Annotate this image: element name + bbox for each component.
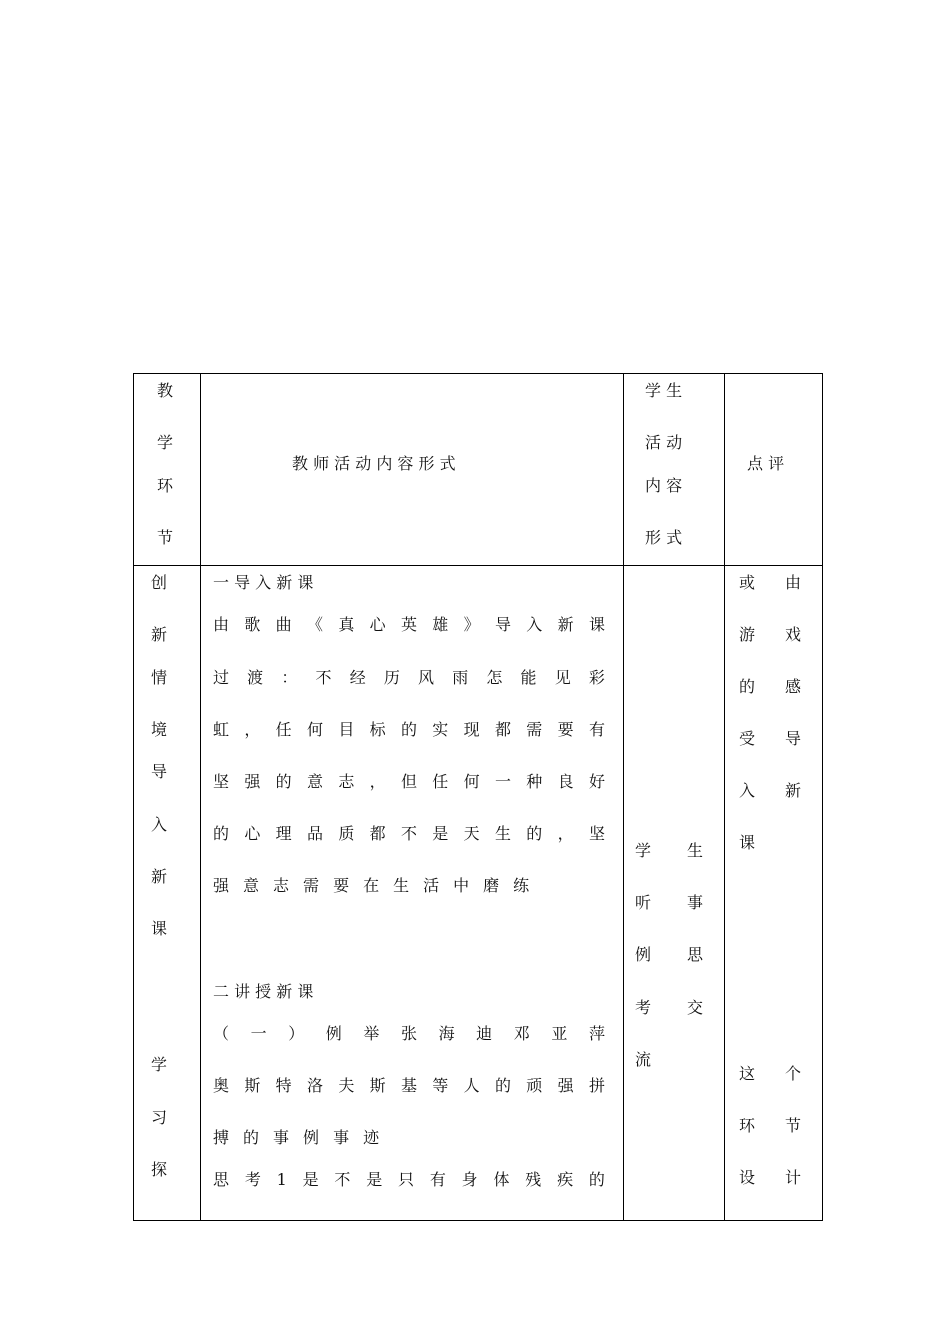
comment-line: 环 节 (739, 1116, 801, 1135)
content-line: 思 考 1 是 不 是 只 有 身 体 残 疾 的 (213, 1170, 605, 1189)
header-teacher-activity: 教 师 活 动 内 容 形 式 (292, 454, 456, 473)
content-line: 强 意 志 需 要 在 生 活 中 磨 练 (213, 876, 530, 895)
comment-line: 的 感 (739, 677, 801, 696)
student-activity-line: 考 交 (635, 998, 703, 1017)
stage-char: 入 (151, 815, 168, 834)
table-border-top (133, 373, 823, 374)
table-col-divider-2 (623, 373, 624, 1221)
stage-char: 境 (151, 720, 168, 739)
header-col1-char: 学 (157, 433, 174, 452)
table-header-divider (133, 565, 823, 566)
table-border-bottom (133, 1220, 823, 1221)
student-activity-line: 流 (635, 1050, 652, 1069)
content-line: 的 心 理 品 质 都 不 是 天 生 的 ， 坚 (213, 824, 605, 843)
header-student-activity-line: 学 生 (645, 381, 683, 400)
comment-line: 受 导 (739, 729, 801, 748)
student-activity-line: 例 思 (635, 945, 703, 964)
stage-char: 课 (151, 919, 168, 938)
comment-line: 游 戏 (739, 625, 801, 644)
header-student-activity-line: 形 式 (645, 528, 683, 547)
content-line: 虹 ， 任 何 目 标 的 实 现 都 需 要 有 (213, 720, 605, 739)
table-border-left (133, 373, 134, 1221)
content-line: 搏 的 事 例 事 迹 (213, 1128, 380, 1147)
stage-char: 学 (151, 1055, 168, 1074)
stage-char: 情 (151, 668, 168, 687)
section-title: 一 导 入 新 课 (213, 573, 314, 592)
header-col1-char: 教 (157, 381, 174, 400)
stage-char: 创 (151, 573, 168, 592)
header-student-activity-line: 内 容 (645, 476, 683, 495)
content-line: 奥 斯 特 洛 夫 斯 基 等 人 的 顽 强 拼 (213, 1076, 605, 1095)
stage-char: 新 (151, 625, 168, 644)
stage-char: 新 (151, 867, 168, 886)
comment-line: 这 个 (739, 1064, 801, 1083)
stage-char: 导 (151, 762, 168, 781)
header-col1-char: 环 (157, 476, 174, 495)
table-col-divider-3 (724, 373, 725, 1221)
header-col1-char: 节 (157, 528, 174, 547)
stage-char: 探 (151, 1160, 168, 1179)
table-col-divider-1 (200, 373, 201, 1221)
section-title: 二 讲 授 新 课 (213, 982, 314, 1001)
comment-line: 入 新 (739, 781, 801, 800)
header-student-activity-line: 活 动 (645, 433, 683, 452)
table-border-right (822, 373, 823, 1221)
stage-char: 习 (151, 1108, 168, 1127)
content-line: 坚 强 的 意 志 ， 但 任 何 一 种 良 好 (213, 772, 605, 791)
content-line: 由 歌 曲 《 真 心 英 雄 》 导 入 新 课 (213, 615, 605, 634)
student-activity-line: 听 事 (635, 893, 703, 912)
comment-line: 课 (739, 833, 756, 852)
content-line: （ 一 ） 例 举 张 海 迪 邓 亚 萍 (213, 1024, 605, 1043)
student-activity-line: 学 生 (635, 841, 703, 860)
content-line: 过 渡 ： 不 经 历 风 雨 怎 能 见 彩 (213, 668, 605, 687)
comment-line: 或 由 (739, 573, 801, 592)
comment-line: 设 计 (739, 1168, 801, 1187)
header-comment: 点 评 (747, 454, 785, 473)
